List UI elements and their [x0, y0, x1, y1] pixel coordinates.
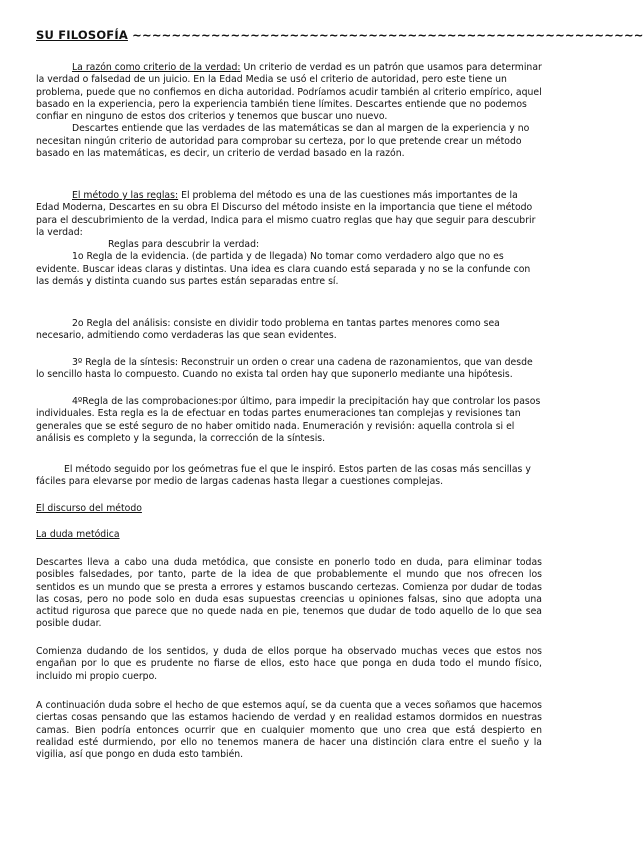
geometras-paragraph: El método seguido por los geómetras fue el que le inspiró. Estos parten de las cosas más sencillas y fáciles para elevarse por medio de largas cadenas hasta llegar a cuestiones complejas. [36, 464, 531, 488]
duda-heading-block [36, 529, 542, 541]
duda-paragraph-2: Comienza dudando de los sentidos, y duda de ellos porque ha observado muchas veces que estos nos engañan por lo que es prudente no fiarse de ellos, esto hace que ponga en duda todo el mundo físico, incluido mi propio cuerpo. [36, 646, 542, 682]
duda-paragraph-3: A continuación duda sobre el hecho de que estemos aquí, se da cuenta que a veces soñamos que hacemos ciertas cosas pensando que las estamos haciendo de verdad y en realidad estamos dormidos en nuestras camas. Bien podría entonces ocurrir que en cualquier momento que uno crea que está despierto en realidad esté durmiendo, por ello no tenemos manera de hacer una distinción clara entre el sueño y la vigilia, así que pongo en duda esto también. [36, 700, 542, 761]
page-title [36, 28, 644, 42]
discurso-heading-block [36, 503, 542, 515]
regla-3-block [36, 357, 542, 382]
section-razon [36, 62, 542, 160]
regla-2: 2o Regla del análisis: consiste en dividir todo problema en tantas partes menores como sea necesario, admitiendo como verdaderas las que sean evidentes. [36, 318, 500, 342]
razon-paragraph-2: Descartes entiende que las verdades de las matemáticas se dan al margen de la experiencia y no necesitan ningún criterio de autoridad para comprobar su certeza, por lo que pretende crear un método basado en las matemáticas, es decir, un criterio de verdad basado en la razón. [36, 123, 530, 160]
regla-1: 1o Regla de la evidencia. (de partida y de llegada) No tomar como verdadero algo que no es evidente. Buscar ideas claras y distintas. Una idea es clara cuando está separada y no se la confunde con las demás y distinta cuando sus partes están separadas entre sí. [36, 251, 531, 288]
title-text: SU FILOSOFÍA [36, 28, 128, 42]
razon-text: Un criterio de verdad es un patrón que usamos para determinar la verdad o falsedad de un juicio. En la Edad Media se usó el criterio de autoridad, pero este tiene un problema, puede que no confiemos en dicha autoridad. Podríamos acudir también al criterio empírico, aquel basado en la experiencia, pero la experiencia también tiene límites. Descartes entiende que no podemos confiar en ninguno de estos dos criterios y tenemos que buscar uno nuevo. [36, 62, 542, 123]
razon-paragraph [36, 62, 542, 123]
duda-p3-block [36, 700, 542, 761]
regla-4: 4ºRegla de las comprobaciones:por último, para impedir la precipitación hay que controlar los pasos individuales. Esta regla es la de efectuar en todas partes enumeraciones tan complejas y revisiones tan generales que se esté seguro de no haber omitido nada. Enumeración y revisión: aquella controla si el análisis es completo y la segunda, la corrección de la síntesis. [36, 396, 541, 444]
metodo-heading: El método y las reglas: [72, 190, 179, 201]
duda-p2-block [36, 646, 542, 683]
razon-heading: La razón como criterio de la verdad: [72, 62, 241, 73]
duda-heading: La duda metódica [36, 529, 120, 540]
geometras-block [36, 464, 542, 489]
duda-paragraph-1: Descartes lleva a cabo una duda metódica, que consiste en ponerlo todo en duda, para eliminar todas posibles falsedades, por tanto, parte de la idea de que probablemente el mundo que nos ofrecen los sentidos es un mundo que se presta a errores y estamos buscando certezas. Comienza por dudar de todas las cosas, pero no pode solo en duda esas supuestas creencias u opiniones falsas, sino que adopta una actitud rigurosa que parece que no quede nada en pie, tenemos que dudar de todo aquello de lo que sea posible dudar. [36, 557, 542, 630]
reglas-label: Reglas para descubrir la verdad: [108, 239, 260, 251]
section-metodo [36, 190, 542, 288]
duda-p1-block [36, 557, 542, 631]
regla-4-block [36, 396, 542, 445]
regla-2-block [36, 318, 542, 343]
metodo-text: El problema del método es una de las cuestiones más importantes de la Edad Moderna, Descartes en su obra El Discurso del método insiste en la importancia que tiene el método para el descubrimiento de la verdad, Indica para el mismo cuatro reglas que hay que seguir para descubrir la verdad: [36, 190, 536, 238]
metodo-paragraph [36, 190, 542, 239]
regla-3: 3º Regla de la síntesis: Reconstruir un orden o crear una cadena de razonamientos, que van desde lo sencillo hasta lo compuesto. Cuando no exista tal orden hay que suponerlo mediante una hipótesis. [36, 357, 533, 381]
title-dashes: ~~~~~~~~~~~~~~~~~~~~~~~~~~~~~~~~~~~~~~~~~~~~~~~~~~~~ [127, 28, 644, 42]
discurso-heading: El discurso del método [36, 503, 142, 514]
